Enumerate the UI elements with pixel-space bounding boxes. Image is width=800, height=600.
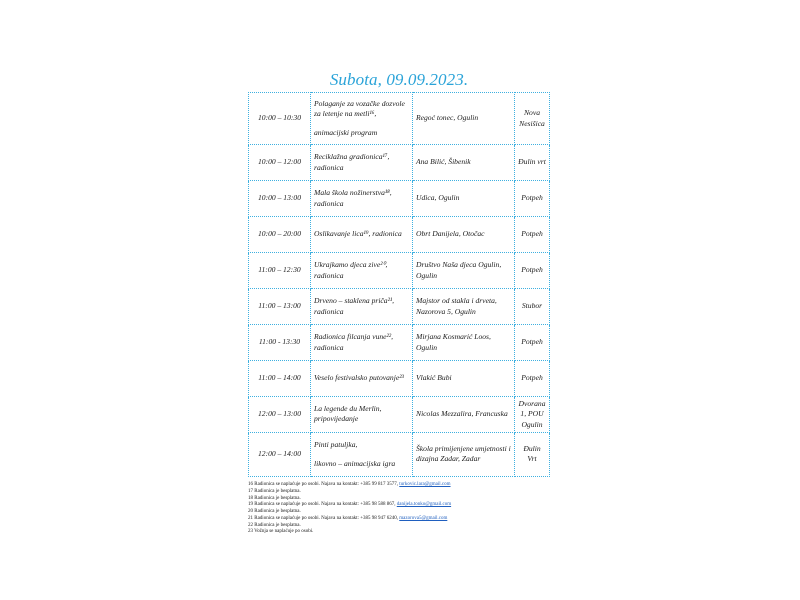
- activity-title: Ukrajkamo djeca zive²⁰,: [314, 260, 388, 270]
- activity-type: radionica: [314, 306, 344, 316]
- time-cell: 10:00 – 13:00: [249, 181, 311, 217]
- footnote: [248, 516, 568, 523]
- activity-type: radionica: [314, 198, 344, 208]
- organizer-cell: Obrt Danijela, Otočac: [413, 217, 515, 253]
- activity-type: radionica: [314, 270, 344, 280]
- table-row: [249, 325, 550, 361]
- organizer-cell: Udica, Ogulin: [413, 181, 515, 217]
- activity-type: pripovijedanje: [314, 414, 359, 424]
- page-title: Subota, 09.09.2023.: [329, 70, 469, 89]
- time-cell: 10:00 – 10:30: [249, 93, 311, 145]
- organizer-cell: Majstor od stakla i drveta, Nazorova 5, Ogulin: [413, 289, 515, 325]
- footnote-text: 21 Radionica se naplaćuje po osobi. Najava na kontakt: +385 98 947 6240,: [248, 515, 400, 521]
- footnote-text: 16 Radionica se naplaćuje po osobi. Najava na kontakt: +385 99 817 3577,: [248, 482, 400, 487]
- location-cell: Stubor: [515, 289, 550, 325]
- table-row: [249, 217, 550, 253]
- table-row: [249, 397, 550, 433]
- activity-title: Radionica filcanja vune²²,: [314, 332, 393, 342]
- table-row: [249, 432, 550, 476]
- time-cell: 11:00 – 13:00: [249, 289, 311, 325]
- footnote-email-link[interactable]: turkovic.lara@gmail.com: [399, 482, 451, 487]
- location-cell: Dvorana 1, POU Ogulin: [515, 397, 550, 433]
- activity-type: radionica: [314, 162, 344, 172]
- activity-title: Reciklažna gradionica¹⁷,: [314, 152, 390, 162]
- footnote: [248, 509, 568, 516]
- footnote: [248, 482, 568, 489]
- location-cell: Đulin vrt: [515, 145, 550, 181]
- footnote-email-link[interactable]: danijela.tonko@gmail.com: [396, 502, 452, 508]
- activity-title: Veselo festivalsko putovanje²³: [314, 373, 404, 383]
- activity-cell: [311, 289, 413, 325]
- activity-cell: [311, 217, 413, 253]
- location-cell: Potpeh: [515, 181, 550, 217]
- activity-type: radionica: [314, 342, 344, 352]
- organizer-cell: Društvo Naša djeca Ogulin, Ogulin: [413, 253, 515, 289]
- footnote-text: 23 Vožnja se naplaćuje po osobi.: [248, 529, 314, 535]
- activity-title: Oslikavanje lica¹⁹, radionica: [314, 229, 402, 239]
- footnote: [248, 489, 568, 496]
- activity-cell: [311, 93, 413, 145]
- table-row: [249, 181, 550, 217]
- activity-title: Polaganje za vozačke dozvole za letenje na metli¹⁶,: [314, 98, 405, 118]
- activity-cell: [311, 397, 413, 433]
- activity-cell: [311, 361, 413, 397]
- activity-type: likovno – animacijska igra: [314, 458, 396, 468]
- activity-cell: [311, 253, 413, 289]
- time-cell: 11:00 - 13:30: [249, 325, 311, 361]
- organizer-cell: Mirjana Kosmarić Loos, Ogulin: [413, 325, 515, 361]
- table-row: [249, 145, 550, 181]
- table-row: [249, 289, 550, 325]
- location-cell: Potpeh: [515, 361, 550, 397]
- organizer-cell: Ana Bilić, Šibenik: [413, 145, 515, 181]
- time-cell: 10:00 – 12:00: [249, 145, 311, 181]
- footnotes: [248, 482, 568, 536]
- footnote-text: 18 Radionica je besplatna.: [248, 495, 301, 501]
- time-cell: 10:00 – 20:00: [249, 217, 311, 253]
- activity-cell: [311, 432, 413, 476]
- schedule-table: [248, 92, 550, 477]
- activity-title: Mala škola nožinerstva¹⁸,: [314, 188, 392, 198]
- footnote-email-link[interactable]: mazorova5@gmail.com: [399, 515, 448, 521]
- footnote-text: 17 Radionica je besplatna.: [248, 488, 301, 494]
- location-cell: Potpeh: [515, 217, 550, 253]
- footnote-text: 22 Radionica je besplatna.: [248, 522, 301, 528]
- activity-cell: [311, 145, 413, 181]
- activity-title: Pinti patuljka,: [314, 439, 358, 449]
- location-cell: Đulin Vrt: [515, 432, 550, 476]
- organizer-cell: Regoć tonec, Ogulin: [413, 93, 515, 145]
- table-row: [249, 253, 550, 289]
- activity-type: animacijski program: [314, 128, 378, 138]
- footnote: [248, 529, 568, 536]
- activity-cell: [311, 325, 413, 361]
- activity-title: La legende du Merlin,: [314, 404, 382, 414]
- organizer-cell: Nicolas Mezzalira, Francuska: [413, 397, 515, 433]
- time-cell: 12:00 – 14:00: [249, 432, 311, 476]
- activity-title: Drveno – staklena priča²¹,: [314, 296, 395, 306]
- location-cell: Potpeh: [515, 325, 550, 361]
- time-cell: 11:00 – 14:00: [249, 361, 311, 397]
- footnote: [248, 496, 568, 503]
- organizer-cell: Vlakić Bubi: [413, 361, 515, 397]
- activity-cell: [311, 181, 413, 217]
- table-row: [249, 93, 550, 145]
- organizer-cell: Škola primijenjene umjetnosti i dizajna Zadar, Zadar: [413, 432, 515, 476]
- footnote-text: 19 Radionica se naplaćuje po osobi. Najava na kontakt: +385 98 588 867,: [248, 502, 397, 508]
- time-cell: 11:00 – 12:30: [249, 253, 311, 289]
- table-row: [249, 361, 550, 397]
- footnote-text: 20 Radionica je besplatna.: [248, 509, 301, 514]
- time-cell: 12:00 – 13:00: [249, 397, 311, 433]
- footnote: [248, 502, 568, 509]
- location-cell: Potpeh: [515, 253, 550, 289]
- footnote: [248, 523, 568, 530]
- location-cell: Nova Nesišica: [515, 93, 550, 145]
